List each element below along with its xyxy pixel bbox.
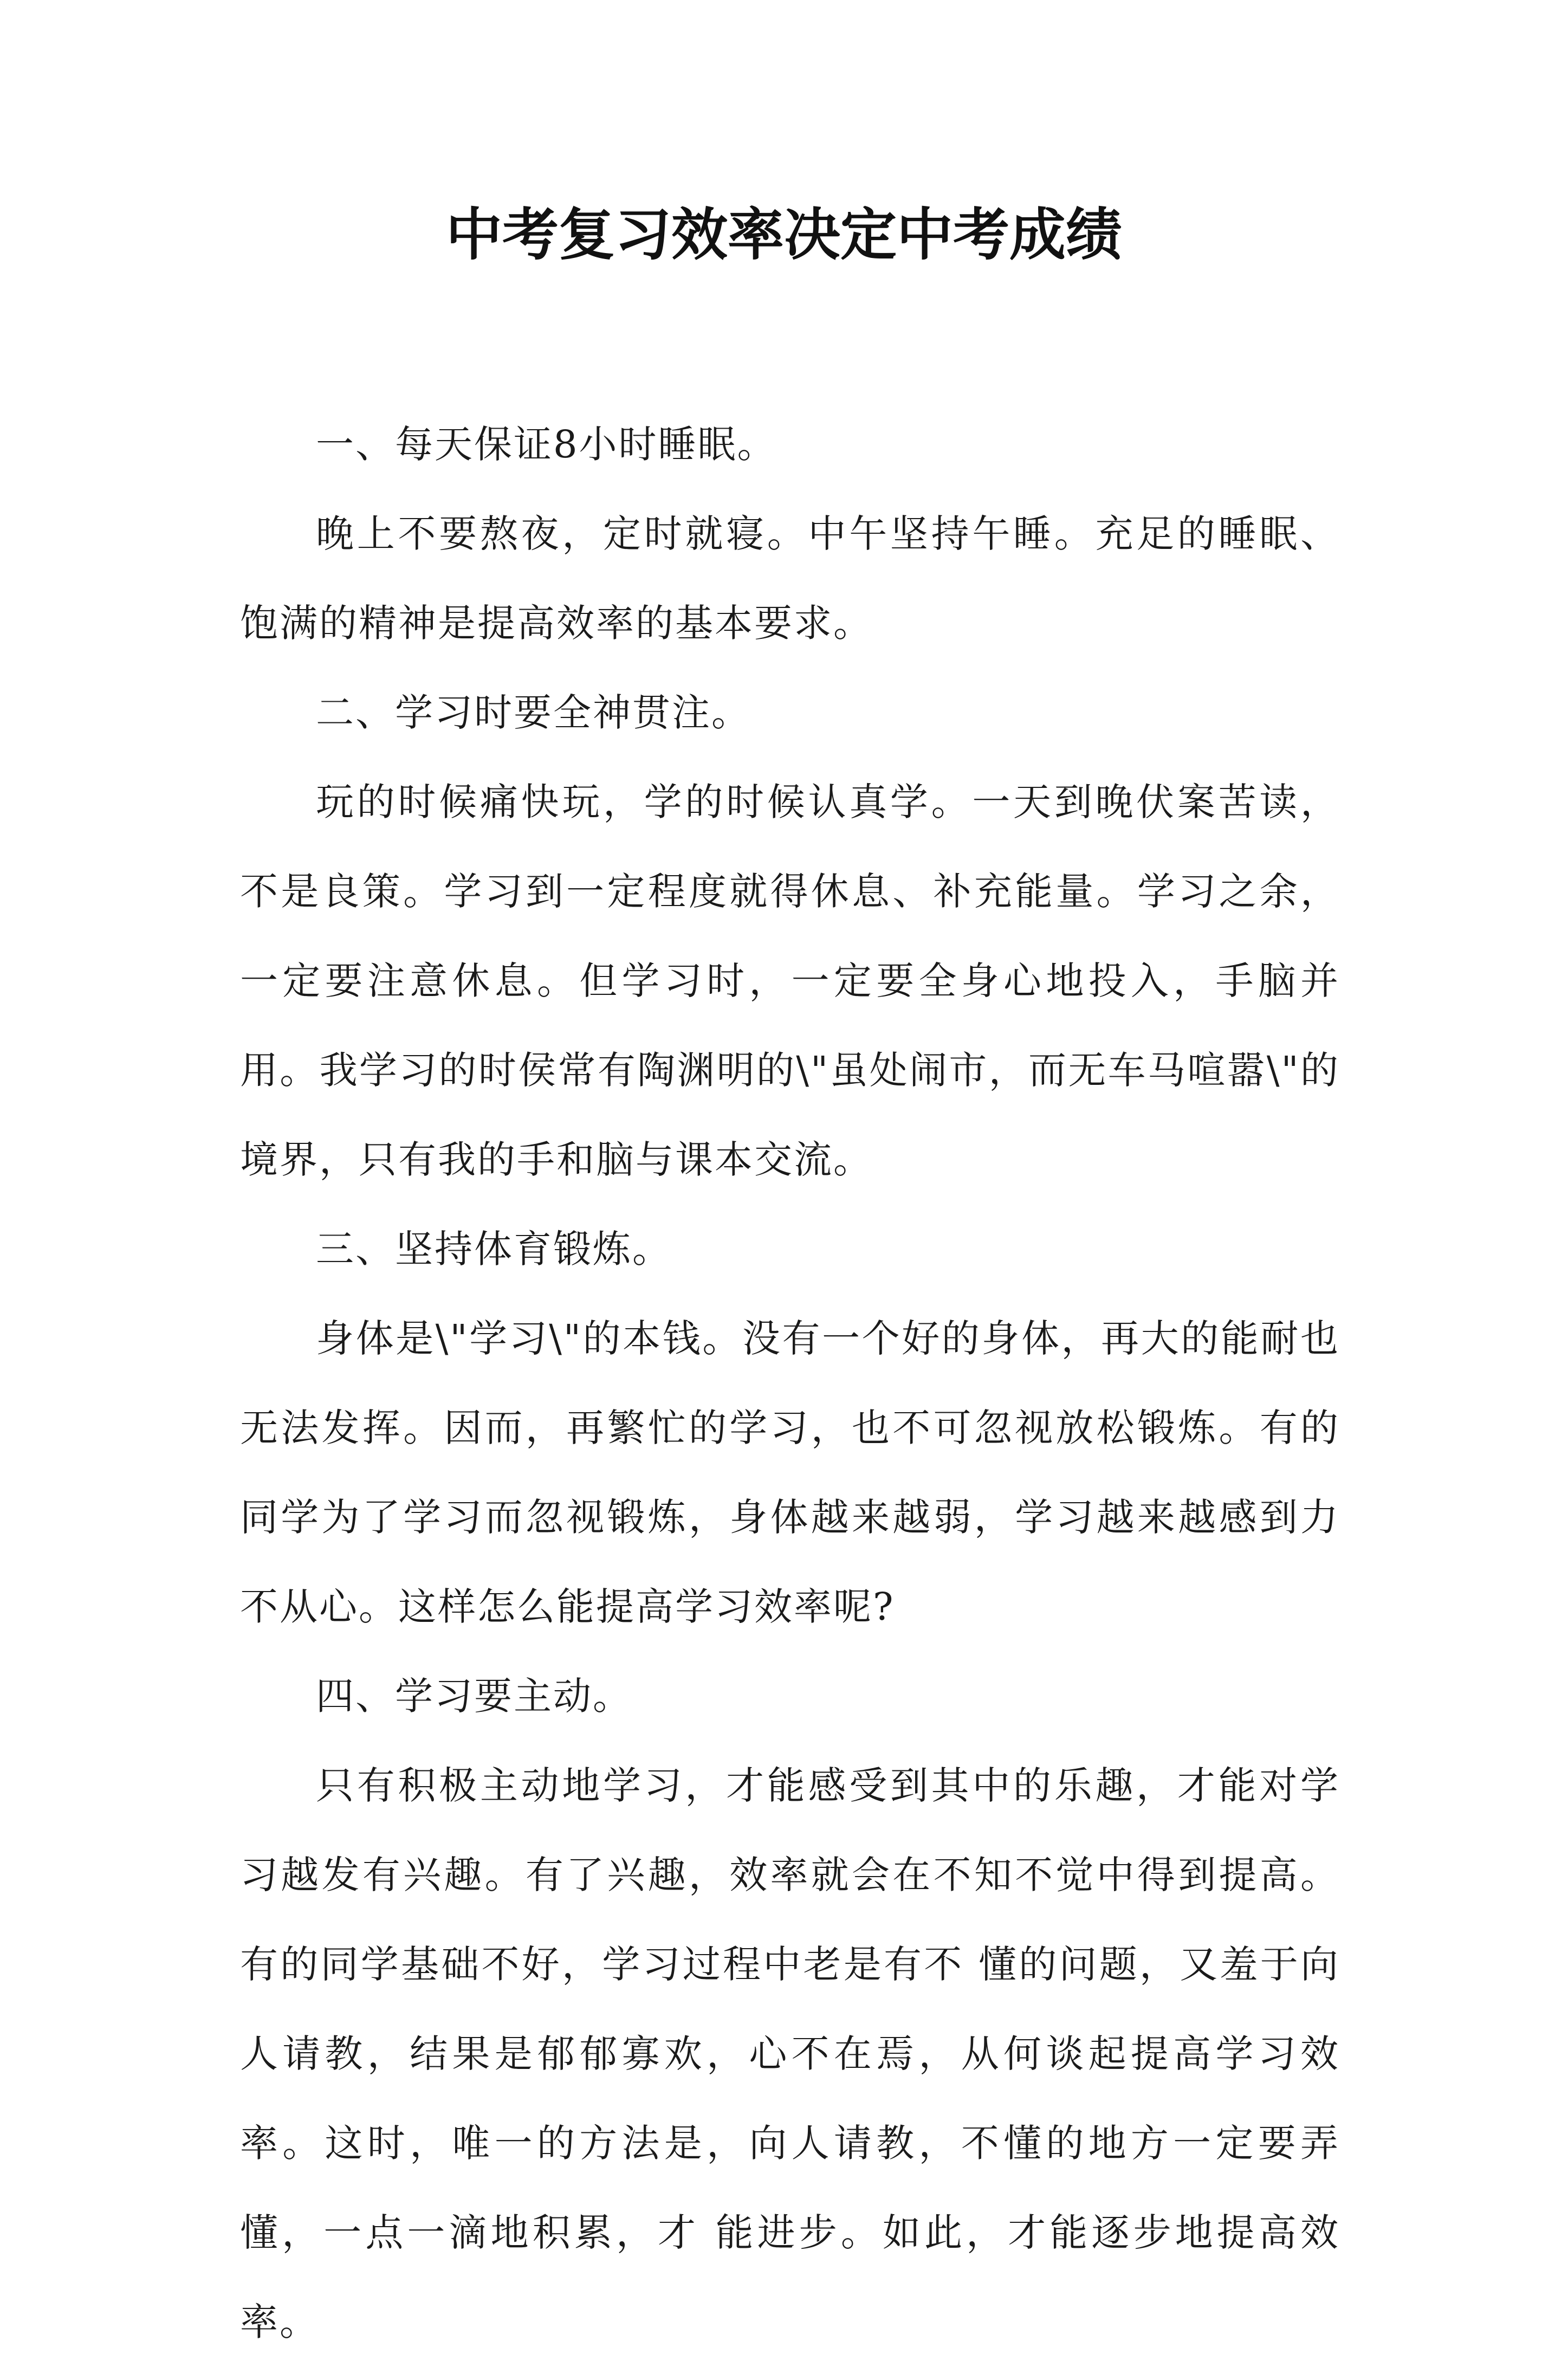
section-heading-exercise: 三、坚持体育锻炼。 [316, 1227, 672, 1271]
paragraph-exercise: 身体是\"学习\"的本钱。没有一个好的身体，再大的能耐也无法发挥。因而，再繁忙的学习，也不可忽视放松锻炼。有的同学为了学习而忽视锻炼，身体越来越弱，学习越来越感到力不从心。这样怎么能提高学习效率呢? [240, 1316, 1340, 1629]
section-heading-focus: 二、学习时要全神贯注。 [316, 690, 751, 735]
paragraph-sleep: 晚上不要熬夜，定时就寝。中午坚持午睡。充足的睡眠、饱满的精神是提高效率的基本要求。 [240, 512, 1340, 645]
section-heading-sleep: 一、每天保证8小时睡眠。 [316, 422, 777, 467]
document-body [240, 400, 1340, 2367]
paragraph-focus: 玩的时候痛快玩，学的时候认真学。一天到晚伏案苦读，不是良策。学习到一定程度就得休息、补充能量。学习之余，一定要注意休息。但学习时，一定要全身心地投入，手脑并用。我学习的时侯常有陶渊明的\"虽处闹市，而无车马喧嚣\"的境界，只有我的手和脑与课本交流。 [240, 780, 1340, 1182]
section-heading-initiative: 四、学习要主动。 [316, 1674, 632, 1718]
paragraph-initiative: 只有积极主动地学习，才能感受到其中的乐趣，才能对学习越发有兴趣。有了兴趣，效率就会在不知不觉中得到提高。有的同学基础不好，学习过程中老是有不 懂的问题，又羞于向人请教，结果是郁郁寡欢，心不在焉，从何谈起提高学习效率。这时，唯一的方法是，向人请教，不懂的地方一定要弄懂，一点一滴地积累，才 能进步。如此，才能逐步地提高效率。 [240, 1763, 1340, 2344]
document-title: 中考复习效率决定中考成绩 [445, 201, 1122, 268]
